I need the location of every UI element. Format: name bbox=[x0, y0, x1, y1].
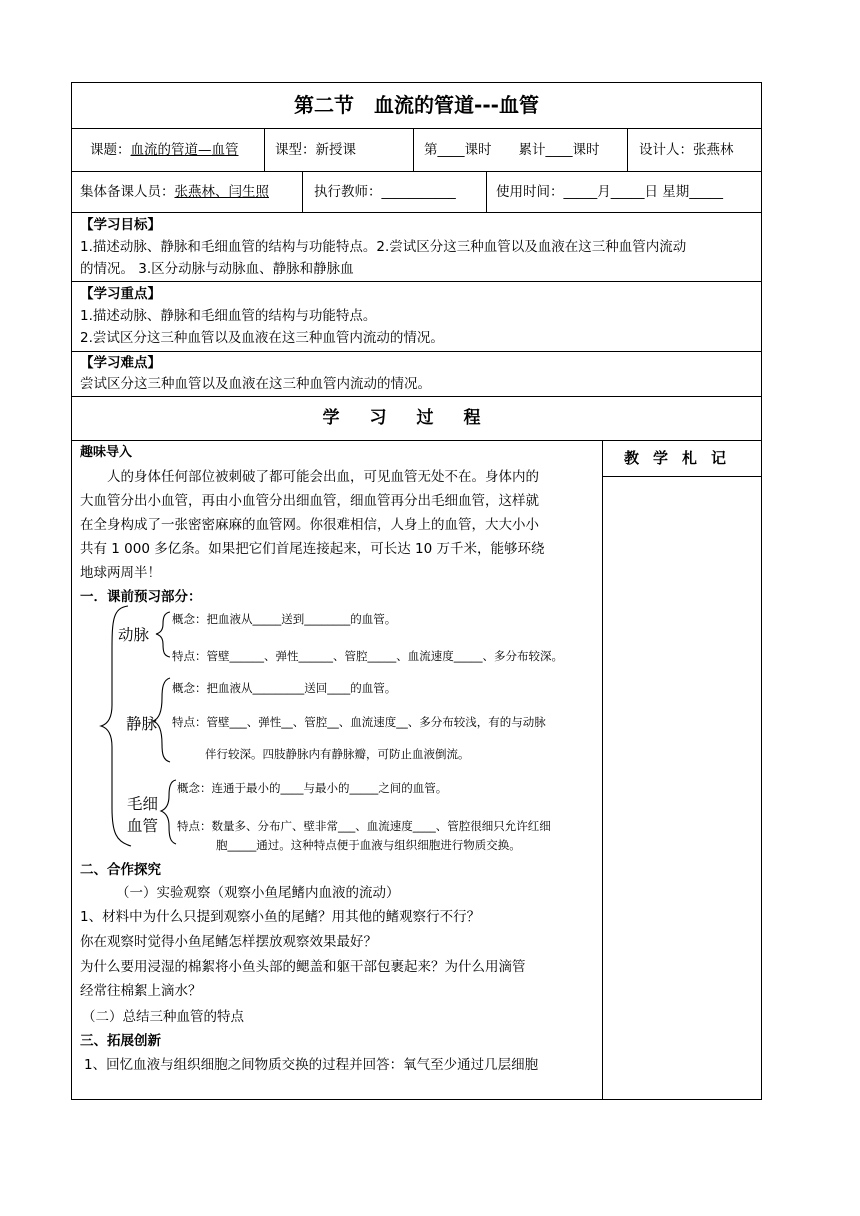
key-points-line: 2.尝试区分这三种血管以及血液在这三种血管内流动的情况。 bbox=[80, 330, 444, 346]
difficulties-line: 尝试区分这三种血管以及血液在这三种血管内流动的情况。 bbox=[80, 376, 431, 392]
key-points-heading: 【学习重点】 bbox=[80, 286, 161, 302]
intro-line: 人的身体任何部位被刺破了都可能会出血，可见血管无处不在。身体内的 bbox=[80, 469, 539, 485]
artery-brace bbox=[156, 612, 170, 657]
artery-features: 特点：管壁______、弹性______、管腔_____、血流速度_____、多分布较深。 bbox=[172, 649, 563, 663]
explore-question: 你在观察时觉得小鱼尾鳍怎样摆放观察效果最好？ bbox=[80, 934, 377, 950]
intro-line: 共有 1 000 多亿条。如果把它们首尾连接起来，可长达 10 万千米，能够环绕 bbox=[80, 541, 545, 557]
extend-question: 1、回忆血液与组织细胞之间物质交换的过程并回答：氧气至少通过几层细胞 bbox=[84, 1057, 539, 1073]
vein-features: 伴行较深。四肢静脉内有静脉瓣，可防止血液倒流。 bbox=[205, 747, 470, 761]
members-value: 张燕林、闫生照 bbox=[174, 184, 269, 200]
vein-concept: 概念：把血液从_________送回____的血管。 bbox=[172, 681, 397, 695]
intro-line: 大血管分出小血管，再由小血管分出细血管，细血管再分出毛细血管，这样就 bbox=[80, 493, 539, 509]
explore-question: 1、材料中为什么只提到观察小鱼的尾鳍？用其他的鳍观察行不行？ bbox=[80, 909, 481, 925]
period-count: 第____课时 累计____课时 bbox=[424, 142, 600, 158]
topic-label: 课题： bbox=[90, 142, 131, 158]
capillary-features: 胞_____通过。这种特点便于血液与组织细胞进行物质交换。 bbox=[216, 838, 521, 852]
key-points-line: 1.描述动脉、静脉和毛细血管的结构与功能特点。 bbox=[80, 308, 377, 324]
goals-line: 的情况。 3.区分动脉与动脉血、静脉和静脉血 bbox=[80, 261, 354, 277]
members-label: 集体备课人员： bbox=[80, 184, 175, 200]
intro-heading: 趣味导入 bbox=[80, 445, 133, 460]
process-heading: 学习过程 bbox=[322, 408, 511, 428]
explore-heading: 二、合作探究 bbox=[80, 862, 161, 878]
executing-teacher: 执行教师：___________ bbox=[314, 184, 456, 200]
explore-question: 经常往棉絮上滴水？ bbox=[80, 983, 202, 999]
goals-line: 1.描述动脉、静脉和毛细血管的结构与功能特点。2.尝试区分这三种血管以及血液在这三种血管内流动 bbox=[80, 239, 687, 255]
artery-label: 动脉 bbox=[118, 626, 150, 644]
capillary-concept: 概念：连通于最小的____与最小的_____之间的血管。 bbox=[177, 781, 448, 795]
artery-concept: 概念：把血液从_____送到________的血管。 bbox=[172, 612, 397, 626]
page-title: 第二节 血流的管道---血管 bbox=[294, 93, 539, 117]
preview-heading: 一．课前预习部分： bbox=[80, 589, 202, 605]
goals-heading: 【学习目标】 bbox=[80, 217, 161, 233]
capillary-features: 特点：数量多、分布广、壁非常___、血流速度____、管腔很细只允许红细 bbox=[177, 819, 551, 833]
vein-label: 静脉 bbox=[126, 715, 158, 733]
lesson-type: 课型：新授课 bbox=[275, 142, 356, 158]
capillary-brace bbox=[161, 780, 176, 844]
explore-subheading: （二）总结三种血管的特点 bbox=[82, 1009, 244, 1025]
explore-question: 为什么要用浸湿的棉絮将小鱼头部的鳃盖和躯干部包裹起来？为什么用滴管 bbox=[80, 959, 526, 975]
capillary-label: 毛细 bbox=[127, 795, 159, 813]
vein-features: 特点：管壁___、弹性__、管腔__、血流速度__、多分布较浅，有的与动脉 bbox=[172, 715, 546, 729]
topic-value: 血流的管道—血管 bbox=[130, 142, 239, 158]
usage-time: 使用时间：_____月_____日 星期_____ bbox=[496, 184, 724, 200]
notes-heading: 教学札记 bbox=[623, 449, 740, 467]
explore-subheading: （一）实验观察（观察小鱼尾鳍内血液的流动） bbox=[116, 885, 400, 901]
intro-line: 地球两周半！ bbox=[80, 565, 161, 581]
extend-heading: 三、拓展创新 bbox=[80, 1033, 161, 1049]
designer: 设计人：张燕林 bbox=[639, 142, 734, 158]
difficulties-heading: 【学习难点】 bbox=[80, 355, 161, 371]
intro-line: 在全身构成了一张密密麻麻的血管网。你很难相信，人身上的血管，大大小小 bbox=[80, 517, 539, 533]
capillary-label: 血管 bbox=[127, 817, 159, 835]
